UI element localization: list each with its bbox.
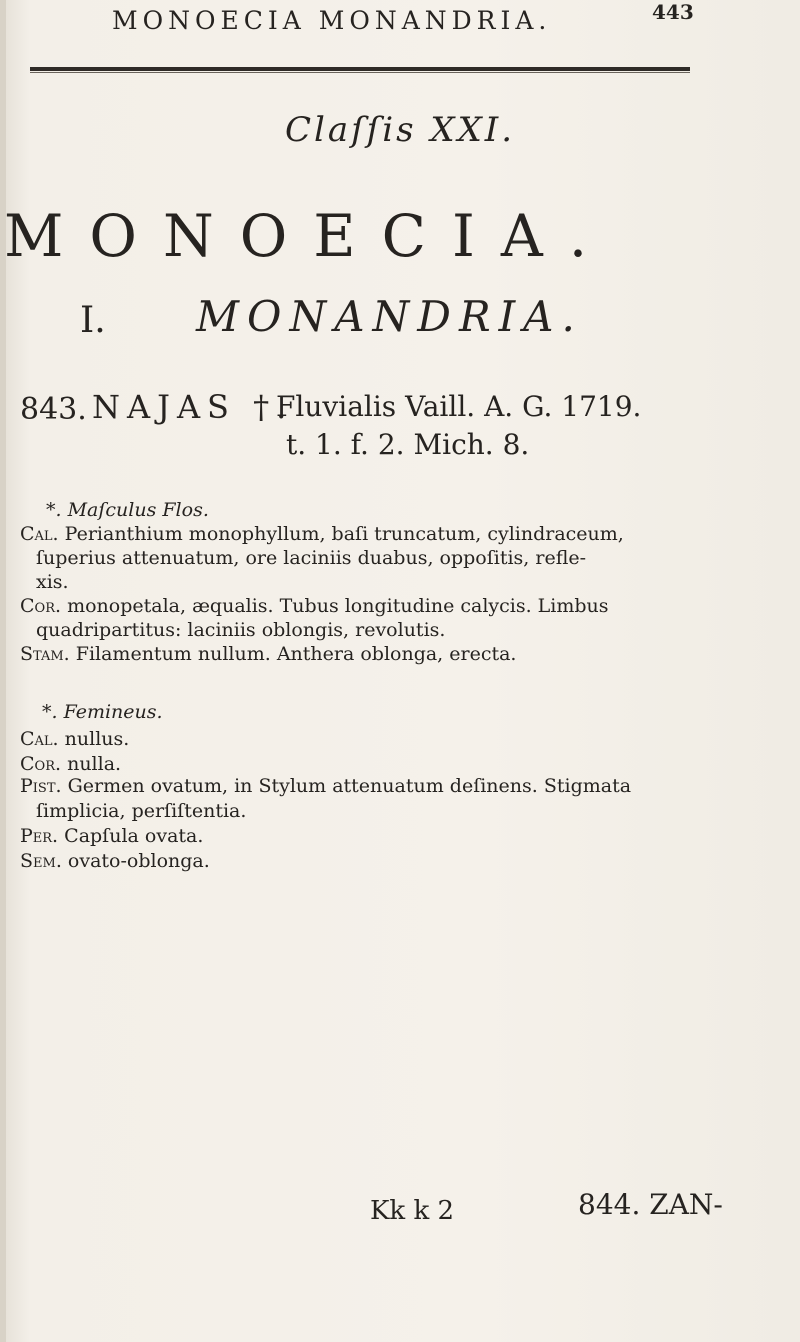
cor-text: monopetala, æqualis. Tubus longitudine calycis. Limbus <box>67 595 609 617</box>
order-name: MONANDRIA. <box>196 292 583 341</box>
per-text: Capſula ovata. <box>64 825 204 847</box>
femineus-pist <box>20 774 631 799</box>
masculus-cal-cont2: xis. <box>36 571 69 593</box>
stam-label: Stam. <box>20 643 70 665</box>
masculus-cor-cont: quadripartitus: laciniis oblongis, revolutis. <box>36 619 446 641</box>
cal-text: nullus. <box>64 728 130 750</box>
cor-label: Cor. <box>20 595 62 617</box>
femineus-pist-cont: ſimplicia, perſiſtentia. <box>36 800 247 822</box>
femineus-cal <box>20 727 129 752</box>
genus-reference: Fluvialis Vaill. A. G. 1719. <box>276 390 642 423</box>
header-rule <box>30 67 690 71</box>
femineus-per <box>20 824 203 849</box>
genus-reference-cont: t. 1. f. 2. Mich. 8. <box>286 428 530 461</box>
class-name: MONOECIA. <box>4 202 614 270</box>
sem-label: Sem. <box>20 850 62 872</box>
per-label: Per. <box>20 825 59 847</box>
page-number: 443 <box>652 0 694 24</box>
cor-text: nulla. <box>67 753 122 775</box>
order-number: I. <box>80 300 106 341</box>
pist-label: Pist. <box>20 775 62 797</box>
cor-label: Cor. <box>20 753 62 775</box>
pist-text: Germen ovatum, in Stylum attenuatum deſinens. Stigmata <box>67 775 632 797</box>
genus-number: 843. <box>20 392 87 427</box>
sem-text: ovato-oblonga. <box>67 850 210 872</box>
genus-name: NAJAS †. <box>92 388 294 426</box>
catchword: 844. ZAN- <box>578 1188 723 1221</box>
class-title: Claſſis XXI. <box>284 110 516 150</box>
masculus-cal-cont1: ſuperius attenuatum, ore laciniis duabus, oppoſitis, refle- <box>36 547 587 569</box>
running-head: MONOECIA MONANDRIA. <box>112 6 552 35</box>
header-rule-thin <box>30 72 690 73</box>
cal-label: Cal. <box>20 523 59 545</box>
femineus-heading: *. Femineus. <box>42 701 163 723</box>
masculus-cal <box>20 522 624 547</box>
cal-label: Cal. <box>20 728 59 750</box>
signature-mark: Kk k 2 <box>370 1196 455 1226</box>
femineus-sem <box>20 849 210 874</box>
cal-text: Perianthium monophyllum, baſi truncatum, cylindraceum, <box>64 523 624 545</box>
masculus-heading: *. Maſculus Flos. <box>46 499 209 521</box>
stam-text: Filamentum nullum. Anthera oblonga, erecta. <box>75 643 517 665</box>
masculus-stam <box>20 642 516 667</box>
masculus-cor <box>20 594 609 619</box>
